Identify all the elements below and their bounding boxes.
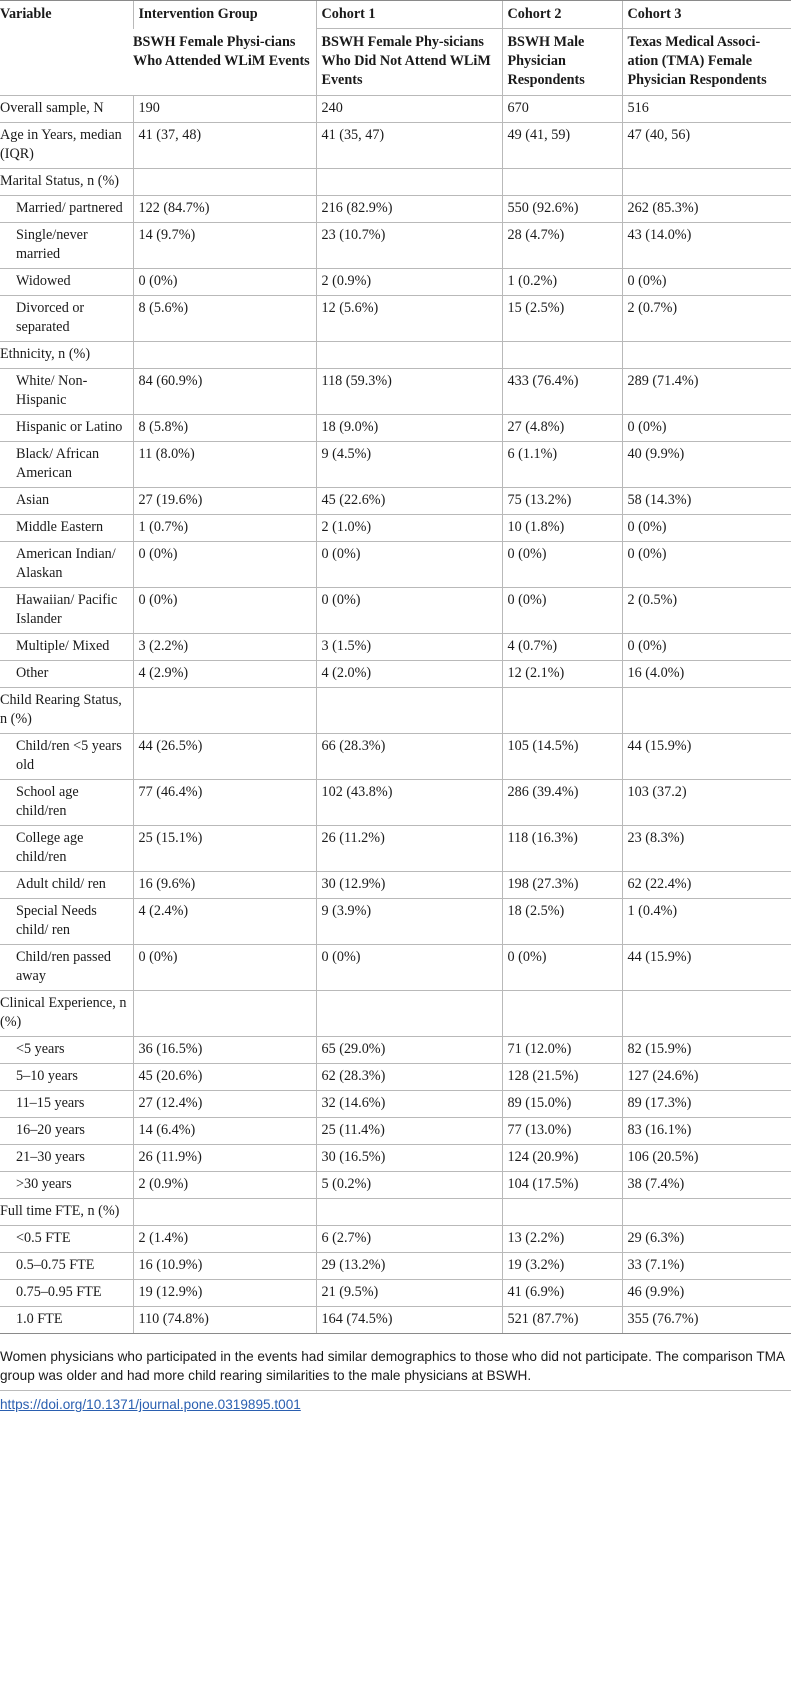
row-value-col-1: 3 (2.2%) (133, 634, 316, 661)
row-value-col-1 (133, 1199, 316, 1226)
subheader-cohort-2: BSWH Male Physician Respondents (502, 29, 622, 96)
row-value-col-2 (316, 991, 502, 1037)
table-footnote: Women physicians who participated in the events had similar demographics to those who did not participate. The comparison TMA group was older and had more child rearing similarities to the male physicians at BSWH. (0, 1349, 785, 1383)
row-value-col-1: 0 (0%) (133, 542, 316, 588)
row-value-col-1: 44 (26.5%) (133, 734, 316, 780)
row-value-col-2: 62 (28.3%) (316, 1064, 502, 1091)
row-value-col-2: 41 (35, 47) (316, 123, 502, 169)
row-value-col-1: 27 (19.6%) (133, 488, 316, 515)
row-label: <0.5 FTE (0, 1226, 133, 1253)
row-label: Ethnicity, n (%) (0, 342, 133, 369)
row-label: Hawaiian/ Pacific Islander (0, 588, 133, 634)
row-value-col-4: 89 (17.3%) (622, 1091, 791, 1118)
row-value-col-1 (133, 342, 316, 369)
row-label: Black/ African American (0, 442, 133, 488)
row-value-col-1: 1 (0.7%) (133, 515, 316, 542)
table-group-row (0, 688, 791, 734)
row-label: 21–30 years (0, 1145, 133, 1172)
row-label: Special Needs child/ ren (0, 899, 133, 945)
row-value-col-3: 433 (76.4%) (502, 369, 622, 415)
row-value-col-1 (133, 169, 316, 196)
row-value-col-4: 103 (37.2) (622, 780, 791, 826)
row-value-col-1: 14 (9.7%) (133, 223, 316, 269)
row-value-col-1: 8 (5.6%) (133, 296, 316, 342)
row-value-col-1: 16 (9.6%) (133, 872, 316, 899)
row-value-col-3: 71 (12.0%) (502, 1037, 622, 1064)
row-value-col-4: 516 (622, 96, 791, 123)
row-value-col-4 (622, 169, 791, 196)
row-value-col-4: 58 (14.3%) (622, 488, 791, 515)
table-row (0, 1280, 791, 1307)
table-header (0, 1, 791, 96)
row-value-col-2 (316, 688, 502, 734)
table-row (0, 1307, 791, 1334)
table-group-row (0, 1199, 791, 1226)
row-value-col-1: 77 (46.4%) (133, 780, 316, 826)
table-row (0, 1172, 791, 1199)
row-label: Asian (0, 488, 133, 515)
row-value-col-4: 44 (15.9%) (622, 734, 791, 780)
row-value-col-3: 13 (2.2%) (502, 1226, 622, 1253)
row-value-col-4 (622, 991, 791, 1037)
row-value-col-3: 6 (1.1%) (502, 442, 622, 488)
row-value-col-4: 289 (71.4%) (622, 369, 791, 415)
row-value-col-4: 1 (0.4%) (622, 899, 791, 945)
row-value-col-3: 0 (0%) (502, 588, 622, 634)
row-label: Child/ren <5 years old (0, 734, 133, 780)
row-value-col-4: 262 (85.3%) (622, 196, 791, 223)
row-value-col-4 (622, 1199, 791, 1226)
table-body (0, 96, 791, 1334)
row-value-col-1: 25 (15.1%) (133, 826, 316, 872)
row-value-col-1: 4 (2.4%) (133, 899, 316, 945)
row-value-col-4: 2 (0.5%) (622, 588, 791, 634)
table-row (0, 780, 791, 826)
row-value-col-1: 2 (1.4%) (133, 1226, 316, 1253)
header-intervention-group: Intervention Group (133, 1, 316, 29)
table-row (0, 1226, 791, 1253)
row-label: Adult child/ ren (0, 872, 133, 899)
row-value-col-2: 0 (0%) (316, 588, 502, 634)
row-label: Clinical Experience, n (%) (0, 991, 133, 1037)
row-value-col-3 (502, 688, 622, 734)
row-value-col-3: 15 (2.5%) (502, 296, 622, 342)
row-value-col-3 (502, 1199, 622, 1226)
row-value-col-4: 29 (6.3%) (622, 1226, 791, 1253)
row-label: Married/ partnered (0, 196, 133, 223)
table-row (0, 872, 791, 899)
table-row (0, 899, 791, 945)
row-value-col-2: 26 (11.2%) (316, 826, 502, 872)
row-value-col-3: 198 (27.3%) (502, 872, 622, 899)
table-row (0, 1037, 791, 1064)
header-cohort-2: Cohort 2 (502, 1, 622, 29)
table-row (0, 442, 791, 488)
row-value-col-2: 29 (13.2%) (316, 1253, 502, 1280)
table-group-row (0, 342, 791, 369)
row-value-col-3: 41 (6.9%) (502, 1280, 622, 1307)
row-value-col-3: 521 (87.7%) (502, 1307, 622, 1334)
row-value-col-1: 11 (8.0%) (133, 442, 316, 488)
row-value-col-3: 128 (21.5%) (502, 1064, 622, 1091)
row-value-col-1: 19 (12.9%) (133, 1280, 316, 1307)
table-row (0, 488, 791, 515)
row-value-col-4: 38 (7.4%) (622, 1172, 791, 1199)
row-value-col-3: 19 (3.2%) (502, 1253, 622, 1280)
table-row (0, 1064, 791, 1091)
row-value-col-2: 6 (2.7%) (316, 1226, 502, 1253)
row-value-col-2: 12 (5.6%) (316, 296, 502, 342)
row-value-col-2: 5 (0.2%) (316, 1172, 502, 1199)
row-value-col-4: 62 (22.4%) (622, 872, 791, 899)
row-value-col-3: 550 (92.6%) (502, 196, 622, 223)
row-value-col-3: 0 (0%) (502, 945, 622, 991)
table-row (0, 515, 791, 542)
row-value-col-1: 0 (0%) (133, 588, 316, 634)
table-row (0, 269, 791, 296)
row-label: American Indian/ Alaskan (0, 542, 133, 588)
row-label: 5–10 years (0, 1064, 133, 1091)
row-value-col-2: 32 (14.6%) (316, 1091, 502, 1118)
row-label: Widowed (0, 269, 133, 296)
row-value-col-1: 190 (133, 96, 316, 123)
row-label: College age child/ren (0, 826, 133, 872)
row-value-col-1: 2 (0.9%) (133, 1172, 316, 1199)
row-value-col-4: 0 (0%) (622, 415, 791, 442)
row-value-col-1: 122 (84.7%) (133, 196, 316, 223)
row-value-col-1: 84 (60.9%) (133, 369, 316, 415)
row-value-col-2: 0 (0%) (316, 542, 502, 588)
row-value-col-3: 104 (17.5%) (502, 1172, 622, 1199)
row-value-col-1: 16 (10.9%) (133, 1253, 316, 1280)
row-value-col-4: 82 (15.9%) (622, 1037, 791, 1064)
row-value-col-1 (133, 688, 316, 734)
row-value-col-4: 33 (7.1%) (622, 1253, 791, 1280)
row-value-col-2: 118 (59.3%) (316, 369, 502, 415)
row-value-col-2: 2 (1.0%) (316, 515, 502, 542)
row-value-col-3: 670 (502, 96, 622, 123)
row-value-col-3: 18 (2.5%) (502, 899, 622, 945)
row-value-col-3: 27 (4.8%) (502, 415, 622, 442)
row-value-col-4: 127 (24.6%) (622, 1064, 791, 1091)
row-label: Child/ren passed away (0, 945, 133, 991)
row-value-col-4: 44 (15.9%) (622, 945, 791, 991)
row-value-col-4: 106 (20.5%) (622, 1145, 791, 1172)
row-value-col-2 (316, 1199, 502, 1226)
table-row (0, 734, 791, 780)
table-row (0, 945, 791, 991)
row-value-col-2: 9 (4.5%) (316, 442, 502, 488)
row-label: Divorced or separated (0, 296, 133, 342)
row-label: >30 years (0, 1172, 133, 1199)
row-label: 0.5–0.75 FTE (0, 1253, 133, 1280)
row-value-col-3 (502, 169, 622, 196)
row-value-col-4: 0 (0%) (622, 515, 791, 542)
table-row (0, 415, 791, 442)
row-value-col-2: 45 (22.6%) (316, 488, 502, 515)
row-value-col-2: 23 (10.7%) (316, 223, 502, 269)
row-value-col-1: 45 (20.6%) (133, 1064, 316, 1091)
row-value-col-2: 25 (11.4%) (316, 1118, 502, 1145)
table-row (0, 634, 791, 661)
row-label: 1.0 FTE (0, 1307, 133, 1334)
row-label: 11–15 years (0, 1091, 133, 1118)
header-cohort-3: Cohort 3 (622, 1, 791, 29)
row-value-col-3: 49 (41, 59) (502, 123, 622, 169)
row-label: Overall sample, N (0, 96, 133, 123)
table-row (0, 1118, 791, 1145)
row-label: Full time FTE, n (%) (0, 1199, 133, 1226)
header-row-1 (0, 1, 791, 29)
row-value-col-3: 77 (13.0%) (502, 1118, 622, 1145)
row-value-col-1: 36 (16.5%) (133, 1037, 316, 1064)
row-value-col-2: 240 (316, 96, 502, 123)
footnote-divider (0, 1390, 791, 1391)
table-group-row (0, 169, 791, 196)
row-value-col-4: 0 (0%) (622, 634, 791, 661)
row-label: 16–20 years (0, 1118, 133, 1145)
row-value-col-3 (502, 342, 622, 369)
row-value-col-1: 110 (74.8%) (133, 1307, 316, 1334)
table-row (0, 542, 791, 588)
row-label: School age child/ren (0, 780, 133, 826)
row-value-col-4: 2 (0.7%) (622, 296, 791, 342)
subheader-intervention-group: BSWH Female Physi-cians Who Attended WLiM Events (133, 33, 310, 69)
table-group-row (0, 991, 791, 1037)
row-value-col-2: 65 (29.0%) (316, 1037, 502, 1064)
row-value-col-3: 0 (0%) (502, 542, 622, 588)
row-value-col-3: 28 (4.7%) (502, 223, 622, 269)
row-value-col-2 (316, 169, 502, 196)
row-value-col-3: 75 (13.2%) (502, 488, 622, 515)
row-value-col-1: 41 (37, 48) (133, 123, 316, 169)
row-value-col-4: 46 (9.9%) (622, 1280, 791, 1307)
header-variable: Variable (0, 1, 133, 96)
row-value-col-2: 66 (28.3%) (316, 734, 502, 780)
doi-link[interactable]: https://doi.org/10.1371/journal.pone.0319895.t001 (0, 1397, 301, 1412)
row-value-col-3: 124 (20.9%) (502, 1145, 622, 1172)
row-label: White/ Non-Hispanic (0, 369, 133, 415)
table-row (0, 1145, 791, 1172)
row-value-col-2: 102 (43.8%) (316, 780, 502, 826)
table-row (0, 1253, 791, 1280)
table-row (0, 223, 791, 269)
table-row (0, 826, 791, 872)
row-label: 0.75–0.95 FTE (0, 1280, 133, 1307)
row-value-col-2: 3 (1.5%) (316, 634, 502, 661)
row-label: Middle Eastern (0, 515, 133, 542)
row-value-col-4: 47 (40, 56) (622, 123, 791, 169)
row-value-col-2: 18 (9.0%) (316, 415, 502, 442)
row-value-col-3: 105 (14.5%) (502, 734, 622, 780)
row-value-col-1: 26 (11.9%) (133, 1145, 316, 1172)
row-value-col-3: 1 (0.2%) (502, 269, 622, 296)
row-value-col-3: 12 (2.1%) (502, 661, 622, 688)
subheader-cohort-3: Texas Medical Associ-ation (TMA) Female Physician Respondents (622, 29, 791, 96)
row-value-col-2: 216 (82.9%) (316, 196, 502, 223)
row-value-col-1: 8 (5.8%) (133, 415, 316, 442)
row-value-col-1: 4 (2.9%) (133, 661, 316, 688)
row-value-col-3: 118 (16.3%) (502, 826, 622, 872)
row-label: Hispanic or Latino (0, 415, 133, 442)
row-label: Single/never married (0, 223, 133, 269)
row-value-col-3: 89 (15.0%) (502, 1091, 622, 1118)
row-value-col-1 (133, 991, 316, 1037)
row-label: Age in Years, median (IQR) (0, 123, 133, 169)
row-value-col-2 (316, 342, 502, 369)
row-value-col-4: 0 (0%) (622, 269, 791, 296)
row-value-col-3: 4 (0.7%) (502, 634, 622, 661)
table-row (0, 1091, 791, 1118)
row-value-col-1: 27 (12.4%) (133, 1091, 316, 1118)
row-value-col-4: 0 (0%) (622, 542, 791, 588)
table-row (0, 296, 791, 342)
table-row (0, 661, 791, 688)
table-row (0, 123, 791, 169)
subheader-cohort-1: BSWH Female Phy-sicians Who Did Not Attend WLiM Events (316, 29, 502, 96)
row-value-col-2: 30 (16.5%) (316, 1145, 502, 1172)
row-value-col-4: 16 (4.0%) (622, 661, 791, 688)
row-value-col-2: 4 (2.0%) (316, 661, 502, 688)
row-value-col-4 (622, 342, 791, 369)
row-value-col-1: 14 (6.4%) (133, 1118, 316, 1145)
row-value-col-2: 9 (3.9%) (316, 899, 502, 945)
row-value-col-3: 10 (1.8%) (502, 515, 622, 542)
table-row (0, 96, 791, 123)
row-value-col-4: 23 (8.3%) (622, 826, 791, 872)
row-value-col-2: 164 (74.5%) (316, 1307, 502, 1334)
row-value-col-1: 0 (0%) (133, 269, 316, 296)
row-value-col-4: 43 (14.0%) (622, 223, 791, 269)
row-label: Child Rearing Status, n (%) (0, 688, 133, 734)
row-label: Marital Status, n (%) (0, 169, 133, 196)
row-value-col-4: 40 (9.9%) (622, 442, 791, 488)
table-row (0, 196, 791, 223)
header-cohort-1: Cohort 1 (316, 1, 502, 29)
row-value-col-3: 286 (39.4%) (502, 780, 622, 826)
row-label: Multiple/ Mixed (0, 634, 133, 661)
row-label: Other (0, 661, 133, 688)
row-value-col-3 (502, 991, 622, 1037)
row-value-col-4: 83 (16.1%) (622, 1118, 791, 1145)
row-value-col-4 (622, 688, 791, 734)
table-row (0, 369, 791, 415)
row-value-col-2: 21 (9.5%) (316, 1280, 502, 1307)
row-value-col-2: 0 (0%) (316, 945, 502, 991)
row-value-col-2: 2 (0.9%) (316, 269, 502, 296)
row-value-col-4: 355 (76.7%) (622, 1307, 791, 1334)
row-value-col-1: 0 (0%) (133, 945, 316, 991)
row-label: <5 years (0, 1037, 133, 1064)
row-value-col-2: 30 (12.9%) (316, 872, 502, 899)
table-row (0, 588, 791, 634)
